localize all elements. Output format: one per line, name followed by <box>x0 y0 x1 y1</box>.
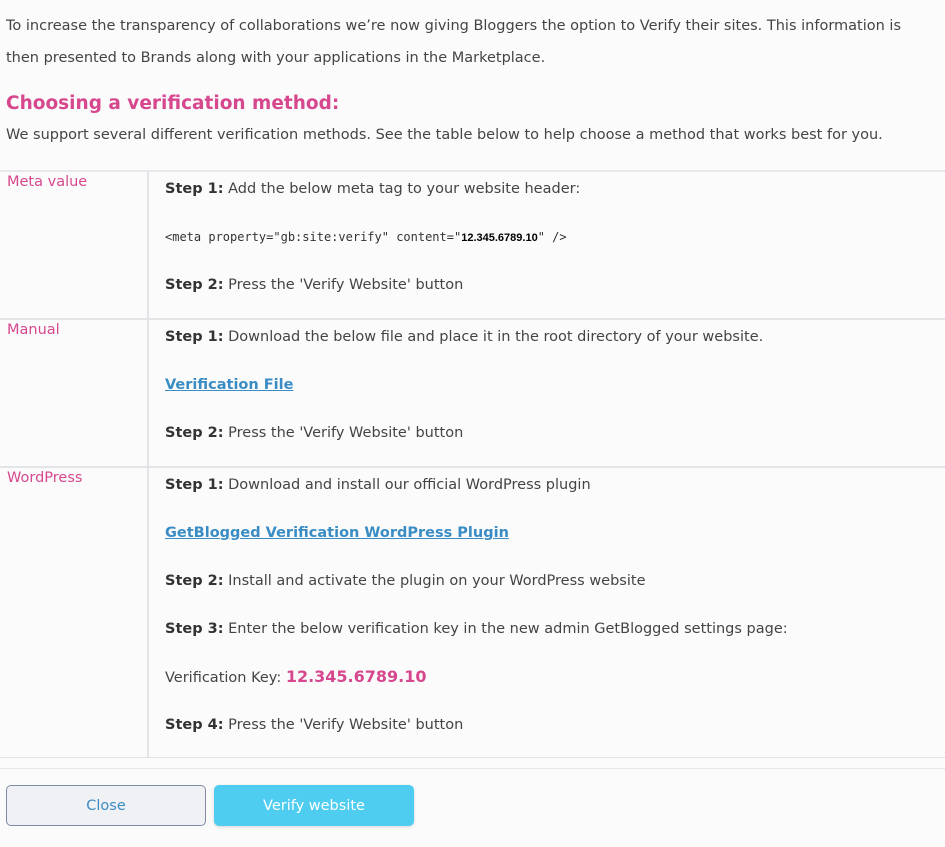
step-line <box>165 320 945 368</box>
step-line <box>165 564 945 612</box>
code-prefix: <meta property="gb:site:verify" content=" <box>165 230 462 244</box>
method-label-wordpress: WordPress <box>0 468 149 757</box>
step-text: Install and activate the plugin on your WordPress website <box>228 573 646 589</box>
step-text: Press the 'Verify Website' button <box>228 425 464 441</box>
method-row-manual <box>0 320 945 468</box>
method-row-wordpress <box>0 468 945 758</box>
step-label: Step 4: <box>165 717 224 733</box>
method-steps-meta <box>149 172 945 318</box>
code-value: 12.345.6789.10 <box>461 232 538 244</box>
step-line <box>165 416 945 464</box>
step-label: Step 2: <box>165 425 224 441</box>
step-label: Step 1: <box>165 329 224 345</box>
verify-website-button[interactable]: Verify website <box>214 785 414 826</box>
method-steps-wordpress <box>149 468 945 757</box>
step-text: Add the below meta tag to your website header: <box>228 181 581 197</box>
intro-text: To increase the transparency of collaborations we’re now giving Bloggers the option to Verify their sites. This information is then presented to Brands along with your applications in the Marketplace. <box>6 18 902 66</box>
code-suffix: " /> <box>537 230 567 244</box>
verification-file-link[interactable]: Verification File <box>165 377 294 393</box>
method-steps-manual <box>149 320 945 466</box>
method-label-meta: Meta value <box>0 172 149 318</box>
step-label: Step 2: <box>165 277 224 293</box>
step-line <box>165 268 945 316</box>
step-line <box>165 612 945 660</box>
step-line <box>165 172 945 220</box>
step-label: Step 2: <box>165 573 224 589</box>
section-subtext: We support several different verification methods. See the table below to help choose a method that works best for you. <box>6 127 883 143</box>
step-line <box>165 516 945 564</box>
step-label: Step 3: <box>165 621 224 637</box>
footer-divider <box>0 768 945 769</box>
step-label: Step 1: <box>165 477 224 493</box>
step-text: Press the 'Verify Website' button <box>228 717 464 733</box>
step-text: Enter the below verification key in the new admin GetBlogged settings page: <box>228 621 788 637</box>
step-line <box>165 368 945 416</box>
verification-key-line <box>165 660 945 708</box>
step-text: Download and install our official WordPress plugin <box>228 477 591 493</box>
meta-tag-code <box>165 220 945 268</box>
wordpress-plugin-link[interactable]: GetBlogged Verification WordPress Plugin <box>165 525 509 541</box>
step-text: Download the below file and place it in the root directory of your website. <box>228 329 764 345</box>
verification-key-label: Verification Key: <box>165 670 282 686</box>
step-line <box>165 468 945 516</box>
step-line <box>165 708 945 756</box>
step-label: Step 1: <box>165 181 224 197</box>
close-button[interactable]: Close <box>6 785 206 826</box>
method-row-meta <box>0 172 945 320</box>
step-text: Press the 'Verify Website' button <box>228 277 464 293</box>
verification-key-value: 12.345.6789.10 <box>285 667 427 686</box>
method-label-manual: Manual <box>0 320 149 466</box>
verification-methods-table <box>0 170 945 758</box>
section-heading: Choosing a verification method: <box>6 93 340 114</box>
